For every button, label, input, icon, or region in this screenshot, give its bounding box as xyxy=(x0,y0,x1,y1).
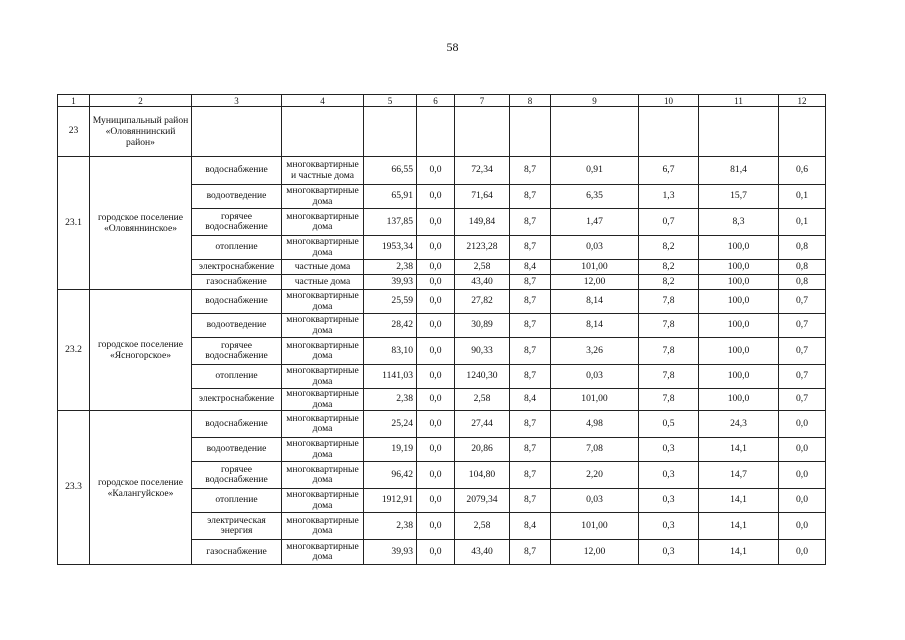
value-cell-c9: 4,98 xyxy=(551,411,639,438)
housing-type-cell: многоквартирные дома xyxy=(282,338,364,365)
value-cell-c5: 137,85 xyxy=(364,209,417,236)
value-cell-c12: 0,8 xyxy=(779,260,826,275)
service-cell: газоснабжение xyxy=(192,540,282,565)
housing-type-cell: многоквартирные дома xyxy=(282,438,364,462)
value-cell-c7: 72,34 xyxy=(455,157,510,185)
value-cell-c9: 0,91 xyxy=(551,157,639,185)
table-row xyxy=(58,290,826,314)
value-cell-c11: 24,3 xyxy=(699,411,779,438)
value-cell-c5: 1141,03 xyxy=(364,365,417,389)
value-cell-c11: 14,1 xyxy=(699,438,779,462)
value-cell-c5: 2,38 xyxy=(364,389,417,411)
value-cell-c6: 0,0 xyxy=(417,489,455,513)
value-cell-c12: 0,0 xyxy=(779,462,826,489)
value-cell-c8: 8,7 xyxy=(510,411,551,438)
settlement-name: городское поселение «Ясногорское» xyxy=(90,290,192,411)
value-cell-c8: 8,4 xyxy=(510,513,551,540)
value-cell-c8: 8,4 xyxy=(510,389,551,411)
column-header: 7 xyxy=(455,95,510,107)
value-cell-c9: 12,00 xyxy=(551,540,639,565)
column-header: 9 xyxy=(551,95,639,107)
value-cell-c11: 100,0 xyxy=(699,275,779,290)
value-cell-c12: 0,0 xyxy=(779,513,826,540)
value-cell-c10: 7,8 xyxy=(639,365,699,389)
value-cell-c7: 27,44 xyxy=(455,411,510,438)
value-cell-c7: 2,58 xyxy=(455,260,510,275)
settlement-name: городское поселение «Оловяннинское» xyxy=(90,157,192,290)
service-cell: горячее водоснабжение xyxy=(192,338,282,365)
value-cell-c11: 100,0 xyxy=(699,290,779,314)
value-cell-c6: 0,0 xyxy=(417,365,455,389)
value-cell-c11: 81,4 xyxy=(699,157,779,185)
housing-type-cell: многоквартирные дома xyxy=(282,185,364,209)
value-cell-c10: 0,3 xyxy=(639,462,699,489)
column-header: 5 xyxy=(364,95,417,107)
column-header: 6 xyxy=(417,95,455,107)
value-cell-c7: 2123,28 xyxy=(455,236,510,260)
value-cell-c12: 0,6 xyxy=(779,157,826,185)
value-cell-c9: 3,26 xyxy=(551,338,639,365)
value-cell-c10: 8,2 xyxy=(639,275,699,290)
district-number: 23 xyxy=(58,107,90,157)
value-cell-c6: 0,0 xyxy=(417,260,455,275)
value-cell-c12: 0,7 xyxy=(779,290,826,314)
housing-type-cell: многоквартирные дома xyxy=(282,389,364,411)
value-cell-c12: 0,0 xyxy=(779,438,826,462)
value-cell-c8: 8,7 xyxy=(510,275,551,290)
value-cell-c8: 8,7 xyxy=(510,338,551,365)
value-cell-c10: 8,2 xyxy=(639,236,699,260)
value-cell-c5: 19,19 xyxy=(364,438,417,462)
column-header: 4 xyxy=(282,95,364,107)
value-cell-c8: 8,4 xyxy=(510,260,551,275)
column-header: 11 xyxy=(699,95,779,107)
value-cell-c12: 0,0 xyxy=(779,489,826,513)
empty-cell xyxy=(282,107,364,157)
value-cell-c10: 0,3 xyxy=(639,438,699,462)
value-cell-c7: 43,40 xyxy=(455,540,510,565)
value-cell-c7: 90,33 xyxy=(455,338,510,365)
page-number: 58 xyxy=(446,40,459,54)
empty-cell xyxy=(192,107,282,157)
table-row xyxy=(58,411,826,438)
value-cell-c11: 100,0 xyxy=(699,236,779,260)
value-cell-c8: 8,7 xyxy=(510,209,551,236)
value-cell-c5: 39,93 xyxy=(364,540,417,565)
value-cell-c10: 7,8 xyxy=(639,338,699,365)
value-cell-c7: 30,89 xyxy=(455,314,510,338)
value-cell-c9: 8,14 xyxy=(551,290,639,314)
empty-cell xyxy=(364,107,417,157)
value-cell-c6: 0,0 xyxy=(417,209,455,236)
settlement-number: 23.3 xyxy=(58,411,90,565)
value-cell-c9: 101,00 xyxy=(551,389,639,411)
value-cell-c11: 100,0 xyxy=(699,389,779,411)
value-cell-c5: 2,38 xyxy=(364,260,417,275)
service-cell: горячее водоснабжение xyxy=(192,209,282,236)
value-cell-c7: 20,86 xyxy=(455,438,510,462)
value-cell-c9: 101,00 xyxy=(551,260,639,275)
service-cell: водоотведение xyxy=(192,438,282,462)
value-cell-c12: 0,7 xyxy=(779,314,826,338)
tariff-table xyxy=(57,94,826,565)
housing-type-cell: многоквартирные дома xyxy=(282,513,364,540)
value-cell-c9: 1,47 xyxy=(551,209,639,236)
value-cell-c8: 8,7 xyxy=(510,540,551,565)
value-cell-c11: 14,1 xyxy=(699,489,779,513)
value-cell-c5: 39,93 xyxy=(364,275,417,290)
value-cell-c7: 27,82 xyxy=(455,290,510,314)
value-cell-c8: 8,7 xyxy=(510,185,551,209)
empty-cell xyxy=(639,107,699,157)
value-cell-c11: 100,0 xyxy=(699,338,779,365)
value-cell-c12: 0,8 xyxy=(779,236,826,260)
value-cell-c5: 25,24 xyxy=(364,411,417,438)
value-cell-c5: 96,42 xyxy=(364,462,417,489)
value-cell-c5: 2,38 xyxy=(364,513,417,540)
value-cell-c6: 0,0 xyxy=(417,157,455,185)
value-cell-c5: 66,55 xyxy=(364,157,417,185)
column-header: 3 xyxy=(192,95,282,107)
value-cell-c6: 0,0 xyxy=(417,513,455,540)
value-cell-c11: 14,1 xyxy=(699,540,779,565)
value-cell-c6: 0,0 xyxy=(417,540,455,565)
column-header: 1 xyxy=(58,95,90,107)
housing-type-cell: многоквартирные и частные дома xyxy=(282,157,364,185)
housing-type-cell: многоквартирные дома xyxy=(282,290,364,314)
value-cell-c10: 0,3 xyxy=(639,540,699,565)
value-cell-c5: 28,42 xyxy=(364,314,417,338)
column-header: 10 xyxy=(639,95,699,107)
value-cell-c7: 2079,34 xyxy=(455,489,510,513)
value-cell-c11: 15,7 xyxy=(699,185,779,209)
service-cell: газоснабжение xyxy=(192,275,282,290)
value-cell-c7: 149,84 xyxy=(455,209,510,236)
value-cell-c10: 7,8 xyxy=(639,314,699,338)
value-cell-c6: 0,0 xyxy=(417,462,455,489)
housing-type-cell: многоквартирные дома xyxy=(282,209,364,236)
empty-cell xyxy=(455,107,510,157)
value-cell-c10: 7,8 xyxy=(639,290,699,314)
value-cell-c10: 7,8 xyxy=(639,389,699,411)
service-cell: электроснабжение xyxy=(192,389,282,411)
value-cell-c6: 0,0 xyxy=(417,389,455,411)
service-cell: отопление xyxy=(192,365,282,389)
service-cell: отопление xyxy=(192,489,282,513)
service-cell: водоснабжение xyxy=(192,157,282,185)
housing-type-cell: многоквартирные дома xyxy=(282,540,364,565)
value-cell-c6: 0,0 xyxy=(417,338,455,365)
settlement-name: городское поселение «Калангуйское» xyxy=(90,411,192,565)
value-cell-c11: 100,0 xyxy=(699,260,779,275)
value-cell-c6: 0,0 xyxy=(417,438,455,462)
table-row xyxy=(58,157,826,185)
value-cell-c5: 65,91 xyxy=(364,185,417,209)
value-cell-c8: 8,7 xyxy=(510,438,551,462)
value-cell-c8: 8,7 xyxy=(510,236,551,260)
district-row xyxy=(58,107,826,157)
value-cell-c11: 100,0 xyxy=(699,365,779,389)
value-cell-c12: 0,8 xyxy=(779,275,826,290)
value-cell-c9: 6,35 xyxy=(551,185,639,209)
value-cell-c12: 0,1 xyxy=(779,185,826,209)
column-header: 12 xyxy=(779,95,826,107)
column-header: 2 xyxy=(90,95,192,107)
housing-type-cell: частные дома xyxy=(282,260,364,275)
value-cell-c9: 0,03 xyxy=(551,236,639,260)
value-cell-c9: 101,00 xyxy=(551,513,639,540)
column-header: 8 xyxy=(510,95,551,107)
empty-cell xyxy=(779,107,826,157)
value-cell-c11: 14,1 xyxy=(699,513,779,540)
value-cell-c9: 0,03 xyxy=(551,365,639,389)
value-cell-c6: 0,0 xyxy=(417,185,455,209)
housing-type-cell: частные дома xyxy=(282,275,364,290)
value-cell-c5: 83,10 xyxy=(364,338,417,365)
value-cell-c9: 2,20 xyxy=(551,462,639,489)
housing-type-cell: многоквартирные дома xyxy=(282,462,364,489)
value-cell-c5: 25,59 xyxy=(364,290,417,314)
value-cell-c6: 0,0 xyxy=(417,236,455,260)
empty-cell xyxy=(699,107,779,157)
value-cell-c6: 0,0 xyxy=(417,290,455,314)
housing-type-cell: многоквартирные дома xyxy=(282,411,364,438)
settlement-number: 23.1 xyxy=(58,157,90,290)
value-cell-c12: 0,0 xyxy=(779,540,826,565)
value-cell-c8: 8,7 xyxy=(510,157,551,185)
value-cell-c10: 6,7 xyxy=(639,157,699,185)
service-cell: отопление xyxy=(192,236,282,260)
service-cell: горячее водоснабжение xyxy=(192,462,282,489)
value-cell-c12: 0,7 xyxy=(779,338,826,365)
value-cell-c5: 1953,34 xyxy=(364,236,417,260)
housing-type-cell: многоквартирные дома xyxy=(282,489,364,513)
value-cell-c8: 8,7 xyxy=(510,290,551,314)
value-cell-c9: 7,08 xyxy=(551,438,639,462)
value-cell-c12: 0,7 xyxy=(779,365,826,389)
empty-cell xyxy=(551,107,639,157)
value-cell-c7: 43,40 xyxy=(455,275,510,290)
value-cell-c11: 14,7 xyxy=(699,462,779,489)
housing-type-cell: многоквартирные дома xyxy=(282,314,364,338)
value-cell-c9: 0,03 xyxy=(551,489,639,513)
empty-cell xyxy=(510,107,551,157)
value-cell-c11: 100,0 xyxy=(699,314,779,338)
value-cell-c9: 12,00 xyxy=(551,275,639,290)
housing-type-cell: многоквартирные дома xyxy=(282,236,364,260)
value-cell-c7: 71,64 xyxy=(455,185,510,209)
value-cell-c12: 0,7 xyxy=(779,389,826,411)
value-cell-c10: 0,7 xyxy=(639,209,699,236)
settlement-number: 23.2 xyxy=(58,290,90,411)
value-cell-c12: 0,1 xyxy=(779,209,826,236)
value-cell-c6: 0,0 xyxy=(417,275,455,290)
value-cell-c6: 0,0 xyxy=(417,411,455,438)
value-cell-c8: 8,7 xyxy=(510,365,551,389)
service-cell: водоотведение xyxy=(192,185,282,209)
value-cell-c12: 0,0 xyxy=(779,411,826,438)
value-cell-c10: 8,2 xyxy=(639,260,699,275)
service-cell: электрическая энергия xyxy=(192,513,282,540)
value-cell-c8: 8,7 xyxy=(510,489,551,513)
value-cell-c9: 8,14 xyxy=(551,314,639,338)
value-cell-c10: 0,3 xyxy=(639,513,699,540)
service-cell: водоснабжение xyxy=(192,290,282,314)
empty-cell xyxy=(417,107,455,157)
district-name: Муниципальный район «Оловяннинский район» xyxy=(90,107,192,157)
service-cell: водоснабжение xyxy=(192,411,282,438)
value-cell-c10: 0,5 xyxy=(639,411,699,438)
value-cell-c10: 0,3 xyxy=(639,489,699,513)
service-cell: водоотведение xyxy=(192,314,282,338)
value-cell-c11: 8,3 xyxy=(699,209,779,236)
value-cell-c7: 104,80 xyxy=(455,462,510,489)
value-cell-c8: 8,7 xyxy=(510,314,551,338)
service-cell: электроснабжение xyxy=(192,260,282,275)
value-cell-c7: 1240,30 xyxy=(455,365,510,389)
value-cell-c7: 2,58 xyxy=(455,389,510,411)
value-cell-c10: 1,3 xyxy=(639,185,699,209)
value-cell-c7: 2,58 xyxy=(455,513,510,540)
value-cell-c6: 0,0 xyxy=(417,314,455,338)
value-cell-c8: 8,7 xyxy=(510,462,551,489)
value-cell-c5: 1912,91 xyxy=(364,489,417,513)
housing-type-cell: многоквартирные дома xyxy=(282,365,364,389)
column-number-row xyxy=(58,95,826,107)
